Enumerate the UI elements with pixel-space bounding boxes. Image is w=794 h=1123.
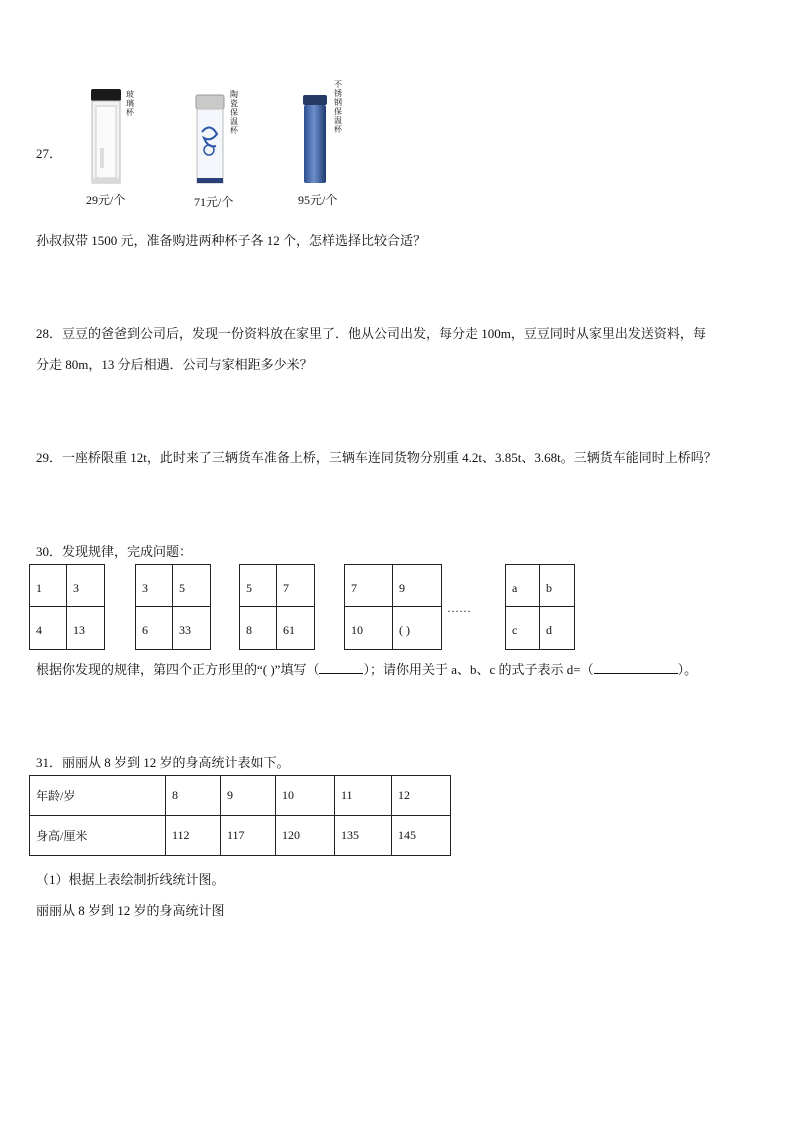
grid-cell: 13	[73, 623, 85, 637]
stainless-cup-price: 95元/个	[298, 193, 338, 207]
q30-text-b: ）；请你用关于 a、b、c 的式子表示 d=（	[363, 662, 594, 677]
table-cell: 9	[221, 776, 276, 816]
ceramic-cup-image	[195, 94, 225, 186]
table-cell: 11	[335, 776, 392, 816]
table-cell: 145	[392, 816, 451, 856]
q28-line1: 28．豆豆的爸爸到公司后，发现一份资料放在家里了．他从公司出发，每分走 100m，豆豆同时从家里出发送资料，每	[36, 326, 706, 341]
table-cell: 年龄/岁	[30, 776, 166, 816]
q31-sub1: （1）根据上表绘制折线统计图。	[36, 872, 225, 887]
q30-text-a: 根据你发现的规律，第四个正方形里的“( )”填写（	[36, 662, 320, 677]
grid-cell: a	[506, 565, 540, 607]
table-cell: 身高/厘米	[30, 816, 166, 856]
q30-text-c: ）。	[677, 662, 698, 677]
glass-cup-price: 29元/个	[86, 193, 126, 207]
q27-text: 孙叔叔带 1500 元，准备购进两种杯子各 12 个，怎样选择比较合适？	[36, 233, 427, 248]
grid-cell: b	[540, 565, 574, 607]
ellipsis: ……	[447, 601, 471, 615]
stainless-cup-label: 不锈钢保温杯	[334, 80, 342, 134]
grid-cell: c	[506, 607, 540, 649]
table-cell: 135	[335, 816, 392, 856]
q30-question	[36, 659, 697, 678]
grid-cell: 3	[136, 565, 173, 607]
grid-cell: d	[546, 623, 552, 637]
grid-cell: 3	[67, 565, 104, 607]
q28-line2: 分走 80m，13 分后相遇．公司与家相距多少米？	[36, 357, 313, 372]
table-cell: 8	[166, 776, 221, 816]
table-cell: 117	[221, 816, 276, 856]
grid-cell: 5	[240, 565, 277, 607]
pattern-square-1	[29, 564, 105, 650]
table-cell: 120	[276, 816, 335, 856]
grid-cell: 5	[173, 565, 210, 607]
glass-cup-label: 玻璃杯	[126, 90, 134, 117]
stainless-cup-image	[302, 94, 328, 186]
q31-title: 31．丽丽从 8 岁到 12 岁的身高统计表如下。	[36, 755, 290, 770]
grid-cell: 1	[30, 565, 67, 607]
grid-cell: 33	[179, 623, 191, 637]
grid-cell: 7	[345, 565, 393, 607]
grid-cell: 61	[283, 623, 295, 637]
grid-cell: 6	[136, 607, 173, 649]
glass-cup-image	[89, 88, 123, 186]
q27-number: 27．	[36, 146, 63, 161]
table-row	[30, 776, 451, 816]
ceramic-cup-price: 71元/个	[194, 195, 234, 209]
grid-cell: 8	[240, 607, 277, 649]
table-row	[30, 816, 451, 856]
table-cell: 12	[392, 776, 451, 816]
grid-cell: 10	[345, 607, 393, 649]
pattern-square-3	[239, 564, 315, 650]
grid-cell: 9	[393, 565, 441, 607]
grid-cell: 4	[30, 607, 67, 649]
pattern-square-general	[505, 564, 575, 650]
answer-blank-1[interactable]	[319, 660, 363, 674]
grid-cell: 7	[277, 565, 314, 607]
table-cell: 112	[166, 816, 221, 856]
pattern-square-2	[135, 564, 211, 650]
q29-text: 29．一座桥限重 12t，此时来了三辆货车准备上桥，三辆车连同货物分别重 4.2t、3.85t、3.68t。三辆货车能同时上桥吗？	[36, 450, 717, 465]
pattern-square-4	[344, 564, 442, 650]
ceramic-cup-label: 陶瓷保温杯	[230, 90, 238, 135]
q30-title: 30．发现规律，完成问题：	[36, 544, 193, 559]
grid-cell: ( )	[399, 623, 410, 637]
height-table	[29, 775, 451, 856]
answer-blank-2[interactable]	[594, 660, 678, 674]
q31-chart-title: 丽丽从 8 岁到 12 岁的身高统计图	[36, 903, 225, 918]
table-cell: 10	[276, 776, 335, 816]
